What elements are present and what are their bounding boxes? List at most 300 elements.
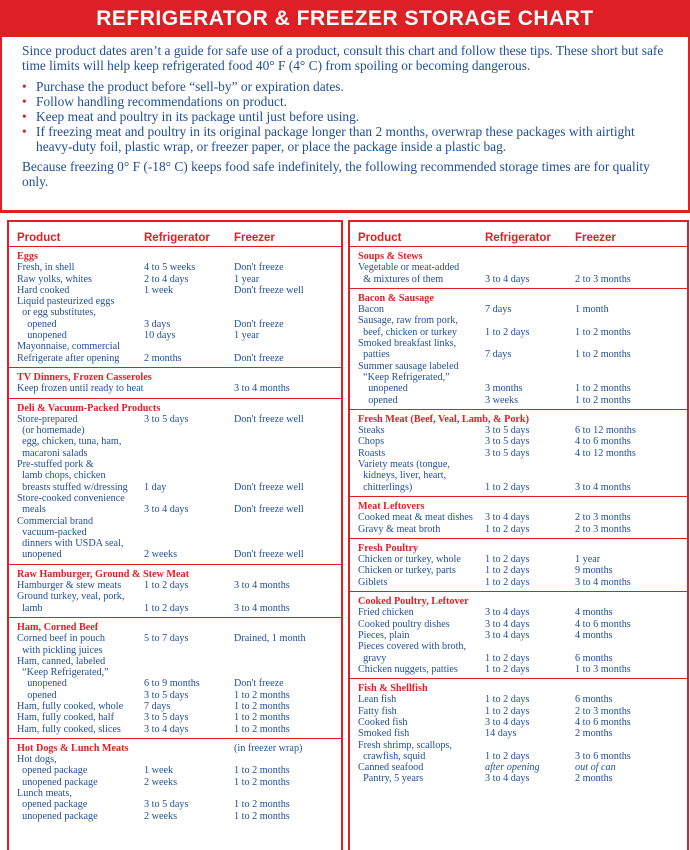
table-row <box>9 330 341 341</box>
refrigerator-cell <box>144 493 234 504</box>
table-row <box>350 262 687 273</box>
table-row <box>9 538 341 549</box>
freezer-cell: 1 to 2 months <box>575 326 631 338</box>
table-row <box>350 717 687 728</box>
table-row <box>350 664 687 675</box>
freezer-cell <box>234 667 341 678</box>
table-row <box>9 296 341 307</box>
product-cell: unopened package <box>17 776 98 788</box>
food-category-section <box>350 289 687 410</box>
intro-paragraph: Since product dates aren’t a guide for safe use of a product, consult this chart and follow these tips. These short but safe time limits will help keep refrigerated food 40° F (4° C) from spoiling or becoming dangerous. <box>22 43 664 73</box>
product-cell: Variety meats (tongue, <box>358 459 450 471</box>
table-row <box>350 641 687 652</box>
table-row <box>350 728 687 739</box>
freezer-cell: Don't freeze well <box>234 504 304 516</box>
food-category-section <box>9 565 341 618</box>
freezer-cell: 1 year <box>234 273 260 285</box>
product-cell: unopened <box>17 330 67 342</box>
refrigerator-cell <box>485 338 575 349</box>
product-cell: Liquid pasteurized eggs <box>17 296 115 308</box>
product-cell: opened <box>17 689 57 701</box>
table-row <box>350 512 687 523</box>
product-cell: unopened package <box>17 810 98 822</box>
product-cell: kidneys, liver, heart, <box>358 470 447 482</box>
product-cell: unopened <box>17 549 62 561</box>
product-cell: Chicken or turkey, whole <box>358 554 461 566</box>
freezer-cell: 1 year <box>575 554 601 566</box>
header-product: Product <box>17 232 61 244</box>
freezer-cell <box>234 425 341 436</box>
refrigerator-cell: 5 to 7 days <box>144 633 189 645</box>
freezer-cell: 1 to 2 months <box>575 394 631 406</box>
refrigerator-cell: after opening <box>485 762 540 774</box>
storage-table-left <box>7 220 343 850</box>
table-row <box>9 667 341 678</box>
product-cell: Canned seafood <box>358 762 424 774</box>
food-category-section <box>9 739 341 825</box>
refrigerator-cell: 4 to 5 weeks <box>144 262 196 274</box>
freezer-cell <box>575 641 687 652</box>
table-row <box>9 262 341 273</box>
product-cell: beef, chicken or turkey <box>358 326 457 338</box>
table-body <box>9 247 341 825</box>
product-cell: Steaks <box>358 425 385 437</box>
product-cell: egg, chicken, tuna, ham, <box>17 436 122 448</box>
product-cell: lamb chops, chicken <box>17 470 106 482</box>
freezer-cell <box>575 470 687 481</box>
product-cell: with pickling juices <box>17 644 103 656</box>
refrigerator-cell <box>485 459 575 470</box>
header-freezer: Freezer <box>575 232 616 244</box>
freezer-cell: 2 to 3 months <box>575 512 631 524</box>
freezer-cell: 3 to 4 months <box>234 602 290 614</box>
freezer-cell <box>234 470 341 481</box>
freezer-cell <box>575 361 687 372</box>
refrigerator-cell: 7 days <box>485 349 512 361</box>
product-cell: Summer sausage labeled <box>358 360 459 372</box>
freezing-note: Because freezing 0° F (-18° C) keeps food safe indefinitely, the following recommended storage times are for quality only. <box>22 159 650 189</box>
freezer-cell: Don't freeze <box>234 352 284 364</box>
table-row <box>9 436 341 447</box>
table-row <box>9 383 341 394</box>
table-row <box>350 372 687 383</box>
table-row <box>350 565 687 576</box>
category-note: (in freezer wrap) <box>234 742 303 754</box>
freezer-cell: 1 to 2 months <box>234 712 290 724</box>
table-row <box>9 799 341 810</box>
refrigerator-cell <box>485 262 575 273</box>
freezer-cell <box>575 338 687 349</box>
freezer-cell: Don't freeze well <box>234 413 304 425</box>
product-cell: Ham, fully cooked, half <box>17 712 115 724</box>
freezer-cell <box>234 788 341 799</box>
refrigerator-cell <box>144 516 234 527</box>
product-cell: “Keep Refrigerated,” <box>358 371 450 383</box>
freezer-cell: Don't freeze <box>234 262 284 274</box>
refrigerator-cell <box>144 754 234 765</box>
table-row <box>9 603 341 614</box>
bullet-icon: • <box>22 124 27 139</box>
table-row <box>350 577 687 588</box>
product-cell: opened package <box>17 765 88 777</box>
table-row <box>350 740 687 751</box>
category-title: Meat Leftovers <box>358 500 425 512</box>
freezer-cell <box>575 262 687 273</box>
refrigerator-cell: 1 to 2 days <box>485 554 530 566</box>
freezer-cell: 2 months <box>575 773 613 785</box>
table-row <box>350 436 687 447</box>
refrigerator-cell: 3 to 5 days <box>144 799 189 811</box>
refrigerator-cell: 1 to 2 days <box>485 326 530 338</box>
refrigerator-cell: 14 days <box>485 728 517 740</box>
table-row <box>350 349 687 360</box>
table-row <box>350 327 687 338</box>
freezer-cell: 2 months <box>575 728 613 740</box>
table-row <box>9 274 341 285</box>
freezer-cell <box>575 459 687 470</box>
header-product: Product <box>358 232 402 244</box>
freezer-cell: Drained, 1 month <box>234 633 306 645</box>
table-row <box>9 470 341 481</box>
table-row <box>9 504 341 515</box>
product-cell: Fatty fish <box>358 705 397 717</box>
header-refrigerator: Refrigerator <box>485 232 551 244</box>
product-cell: Smoked fish <box>358 728 410 740</box>
product-cell: opened <box>17 318 57 330</box>
refrigerator-cell: 7 days <box>485 304 512 316</box>
header-freezer: Freezer <box>234 232 275 244</box>
freezer-cell: 9 months <box>575 565 613 577</box>
refrigerator-cell <box>144 296 234 307</box>
refrigerator-cell: 3 to 5 days <box>144 689 189 701</box>
tip-item: • Keep meat and poultry in its package until just before using. <box>22 109 360 124</box>
food-category-section <box>350 539 687 592</box>
freezer-cell: Don't freeze well <box>234 549 304 561</box>
product-cell: Fried chicken <box>358 607 414 619</box>
refrigerator-cell: 2 months <box>144 352 182 364</box>
category-title: Deli & Vacuum-Packed Products <box>17 402 161 414</box>
table-row <box>9 448 341 459</box>
table-row <box>9 788 341 799</box>
table-row <box>9 656 341 667</box>
tips-list <box>22 79 670 154</box>
freezer-cell <box>234 645 341 656</box>
refrigerator-cell <box>485 372 575 383</box>
refrigerator-cell <box>144 788 234 799</box>
freezer-cell: 4 months <box>575 629 613 641</box>
freezer-cell: 3 to 4 months <box>234 383 290 395</box>
table-row <box>9 307 341 318</box>
product-cell: “Keep Refrigerated,” <box>17 667 109 679</box>
table-row <box>9 353 341 364</box>
table-row <box>350 751 687 762</box>
table-row <box>350 304 687 315</box>
refrigerator-cell: 1 to 2 days <box>485 694 530 706</box>
refrigerator-cell <box>144 645 234 656</box>
product-cell: breasts stuffed w/dressing <box>17 481 128 493</box>
refrigerator-cell: 3 to 4 days <box>485 512 530 524</box>
product-cell: Store-prepared <box>17 413 78 425</box>
table-row <box>350 630 687 641</box>
refrigerator-cell <box>485 641 575 652</box>
table-row <box>350 361 687 372</box>
refrigerator-cell: 2 weeks <box>144 549 178 561</box>
freezer-cell <box>234 591 341 602</box>
refrigerator-cell: 1 week <box>144 765 174 777</box>
table-row <box>9 690 341 701</box>
freezer-cell: 3 to 4 months <box>234 580 290 592</box>
table-row <box>9 678 341 689</box>
freezer-cell <box>234 459 341 470</box>
freezer-cell <box>234 493 341 504</box>
refrigerator-cell <box>144 470 234 481</box>
table-row <box>350 762 687 773</box>
table-row <box>9 425 341 436</box>
freezer-cell: 4 to 6 months <box>575 436 631 448</box>
table-row <box>350 607 687 618</box>
refrigerator-cell: 1 week <box>144 284 174 296</box>
table-row <box>9 341 341 352</box>
product-cell: Pieces covered with broth, <box>358 641 467 653</box>
product-cell: Giblets <box>358 576 388 588</box>
product-cell: gravy <box>358 652 387 664</box>
freezer-cell <box>575 372 687 383</box>
table-row <box>9 285 341 296</box>
freezer-cell: 1 to 2 months <box>234 765 290 777</box>
table-row <box>350 773 687 784</box>
refrigerator-cell: 2 weeks <box>144 810 178 822</box>
product-cell: Refrigerate after opening <box>17 352 120 364</box>
product-cell: Ham, canned, labeled <box>17 655 106 667</box>
table-body <box>350 247 687 788</box>
freezer-cell: 1 year <box>234 330 260 342</box>
product-cell: Chicken or turkey, parts <box>358 565 456 577</box>
freezer-cell: 3 to 4 months <box>575 576 631 588</box>
table-row <box>9 712 341 723</box>
product-cell: Raw yolks, whites <box>17 273 92 285</box>
food-category-section <box>350 592 687 679</box>
header-refrigerator: Refrigerator <box>144 232 210 244</box>
freezer-cell: 1 to 2 months <box>234 723 290 735</box>
category-title: Soups & Stews <box>358 251 423 262</box>
product-cell: Hard cooked <box>17 284 70 296</box>
product-cell: dinners with USDA seal, <box>17 538 124 550</box>
freezer-cell: 6 months <box>575 652 613 664</box>
table-row <box>350 706 687 717</box>
refrigerator-cell: 3 to 5 days <box>485 436 530 448</box>
category-title: Fish & Shellfish <box>358 683 428 695</box>
refrigerator-cell <box>144 591 234 602</box>
freezer-cell: 4 to 12 months <box>575 447 636 459</box>
bullet-icon: • <box>22 79 27 94</box>
freezer-cell: 1 to 2 months <box>234 776 290 788</box>
freezer-cell: 3 to 4 months <box>575 481 631 493</box>
refrigerator-cell: 2 weeks <box>144 776 178 788</box>
freezer-cell <box>234 341 341 352</box>
product-cell: Fresh shrimp, scallops, <box>358 739 452 751</box>
refrigerator-cell <box>144 538 234 549</box>
refrigerator-cell: 7 days <box>144 700 171 712</box>
product-cell: Smoked breakfast links, <box>358 338 457 350</box>
product-cell: unopened <box>17 678 67 690</box>
freezer-cell <box>234 436 341 447</box>
refrigerator-cell: 3 days <box>144 318 171 330</box>
product-cell: or egg substitutes, <box>17 307 96 319</box>
freezer-cell: 6 to 12 months <box>575 425 636 437</box>
refrigerator-cell <box>144 667 234 678</box>
column-headers <box>350 222 687 247</box>
product-cell: Cooked fish <box>358 716 408 728</box>
refrigerator-cell <box>485 470 575 481</box>
refrigerator-cell: 3 to 4 days <box>485 618 530 630</box>
freezer-cell: 1 month <box>575 304 609 316</box>
refrigerator-cell: 1 to 2 days <box>144 580 189 592</box>
freezer-cell: 1 to 2 months <box>234 700 290 712</box>
category-title: TV Dinners, Frozen Casseroles <box>17 371 152 383</box>
refrigerator-cell: 3 to 4 days <box>485 629 530 641</box>
table-row <box>350 653 687 664</box>
table-row <box>9 493 341 504</box>
product-cell: Corned beef in pouch <box>17 633 105 645</box>
bullet-icon: • <box>22 94 27 109</box>
food-category-section <box>9 399 341 565</box>
table-row <box>9 811 341 822</box>
product-cell: Pieces, plain <box>358 629 410 641</box>
refrigerator-cell: 1 to 2 days <box>485 523 530 535</box>
product-cell: macaroni salads <box>17 447 88 459</box>
refrigerator-cell: 3 to 4 days <box>144 723 189 735</box>
freezer-cell: 1 to 2 months <box>575 383 631 395</box>
food-category-section <box>350 497 687 539</box>
table-row <box>9 633 341 644</box>
table-row <box>9 580 341 591</box>
category-title: Eggs <box>17 251 38 262</box>
product-cell: Ham, fully cooked, slices <box>17 723 121 735</box>
refrigerator-cell: 1 to 2 days <box>144 602 189 614</box>
table-row <box>9 777 341 788</box>
product-cell: Store-cooked convenience <box>17 492 125 504</box>
refrigerator-cell: 3 to 4 days <box>485 773 530 785</box>
category-title: Hot Dogs & Lunch Meats <box>17 742 129 754</box>
refrigerator-cell <box>144 448 234 459</box>
refrigerator-cell: 3 to 5 days <box>485 447 530 459</box>
refrigerator-cell: 2 to 4 days <box>144 273 189 285</box>
freezer-cell <box>575 740 687 751</box>
product-cell: patties <box>358 349 390 361</box>
category-title: Fresh Meat (Beef, Veal, Lamb, & Pork) <box>358 413 529 425</box>
refrigerator-cell: 1 to 2 days <box>485 481 530 493</box>
product-cell: Fresh, in shell <box>17 262 75 274</box>
freezer-cell: 2 to 3 months <box>575 705 631 717</box>
freezer-cell <box>234 754 341 765</box>
refrigerator-cell: 1 day <box>144 481 167 493</box>
table-row <box>9 516 341 527</box>
refrigerator-cell: 3 to 4 days <box>485 273 530 285</box>
food-category-section <box>350 410 687 497</box>
freezer-cell: 2 to 3 months <box>575 523 631 535</box>
freezer-cell <box>234 527 341 538</box>
refrigerator-cell: 1 to 2 days <box>485 576 530 588</box>
product-cell: meals <box>17 504 46 516</box>
refrigerator-cell <box>144 459 234 470</box>
table-row <box>9 459 341 470</box>
food-category-section <box>350 679 687 788</box>
product-cell: Mayonnaise, commercial <box>17 341 120 353</box>
freezer-cell <box>575 315 687 326</box>
product-cell: opened <box>358 394 398 406</box>
table-row <box>350 482 687 493</box>
table-row <box>9 754 341 765</box>
table-row <box>350 448 687 459</box>
refrigerator-cell <box>144 383 234 394</box>
product-cell: Ground turkey, veal, pork, <box>17 591 125 603</box>
intro-box <box>0 37 690 213</box>
freezer-cell <box>234 307 341 318</box>
product-cell: Pre-stuffed pork & <box>17 459 94 471</box>
tip-item: • Follow handling recommendations on product. <box>22 94 288 109</box>
refrigerator-cell: 1 to 2 days <box>485 705 530 717</box>
refrigerator-cell: 1 to 2 days <box>485 663 530 675</box>
food-category-section <box>350 247 687 289</box>
freezer-cell <box>234 296 341 307</box>
table-row <box>350 338 687 349</box>
category-title: Raw Hamburger, Ground & Stew Meat <box>17 568 190 580</box>
food-category-section <box>9 368 341 399</box>
food-category-section <box>9 247 341 368</box>
category-title: Cooked Poultry, Leftover <box>358 596 469 608</box>
refrigerator-cell <box>144 527 234 538</box>
table-row <box>9 591 341 602</box>
freezer-cell: 4 months <box>575 607 613 619</box>
category-title: Fresh Poultry <box>358 542 419 554</box>
tip-item: • Purchase the product before “sell-by” or expiration dates. <box>22 79 344 94</box>
product-cell: Cooked poultry dishes <box>358 618 450 630</box>
product-cell: vacuum-packed <box>17 526 87 538</box>
table-row <box>350 459 687 470</box>
freezer-cell: 1 to 2 months <box>234 799 290 811</box>
freezer-cell: 4 to 6 months <box>575 716 631 728</box>
product-cell: Bacon <box>358 304 385 316</box>
product-cell: & mixtures of them <box>358 273 444 285</box>
refrigerator-cell <box>144 656 234 667</box>
product-cell: Keep frozen until ready to heat <box>17 383 144 395</box>
product-cell: Gravy & meat broth <box>358 523 441 535</box>
freezer-cell: 3 to 6 months <box>575 750 631 762</box>
tip-item: • If freezing meat and poultry in its original package longer than 2 months, overwrap these packages with airtight heavy-duty foil, plastic wrap, or freezer paper, or place the package inside a plastic bag. <box>22 124 635 154</box>
product-cell: Hot dogs, <box>17 754 57 766</box>
product-cell: opened package <box>17 799 88 811</box>
freezer-cell: out of can <box>575 762 616 774</box>
product-cell: Sausage, raw from pork, <box>358 315 458 327</box>
bullet-icon: • <box>22 109 27 124</box>
table-row <box>350 619 687 630</box>
refrigerator-cell: 3 months <box>485 383 523 395</box>
table-row <box>350 524 687 535</box>
refrigerator-cell <box>144 307 234 318</box>
table-row <box>9 482 341 493</box>
freezer-cell: 6 months <box>575 694 613 706</box>
product-cell: (or homemade) <box>17 425 85 437</box>
table-row <box>350 694 687 705</box>
refrigerator-cell <box>485 361 575 372</box>
product-cell: Lean fish <box>358 694 397 706</box>
product-cell: lamb <box>17 602 43 614</box>
freezer-cell: 4 to 6 months <box>575 618 631 630</box>
table-row <box>9 645 341 656</box>
freezer-cell: 1 to 2 months <box>575 349 631 361</box>
refrigerator-cell: 3 to 4 days <box>485 607 530 619</box>
product-cell: crawfish, squid <box>358 750 426 762</box>
